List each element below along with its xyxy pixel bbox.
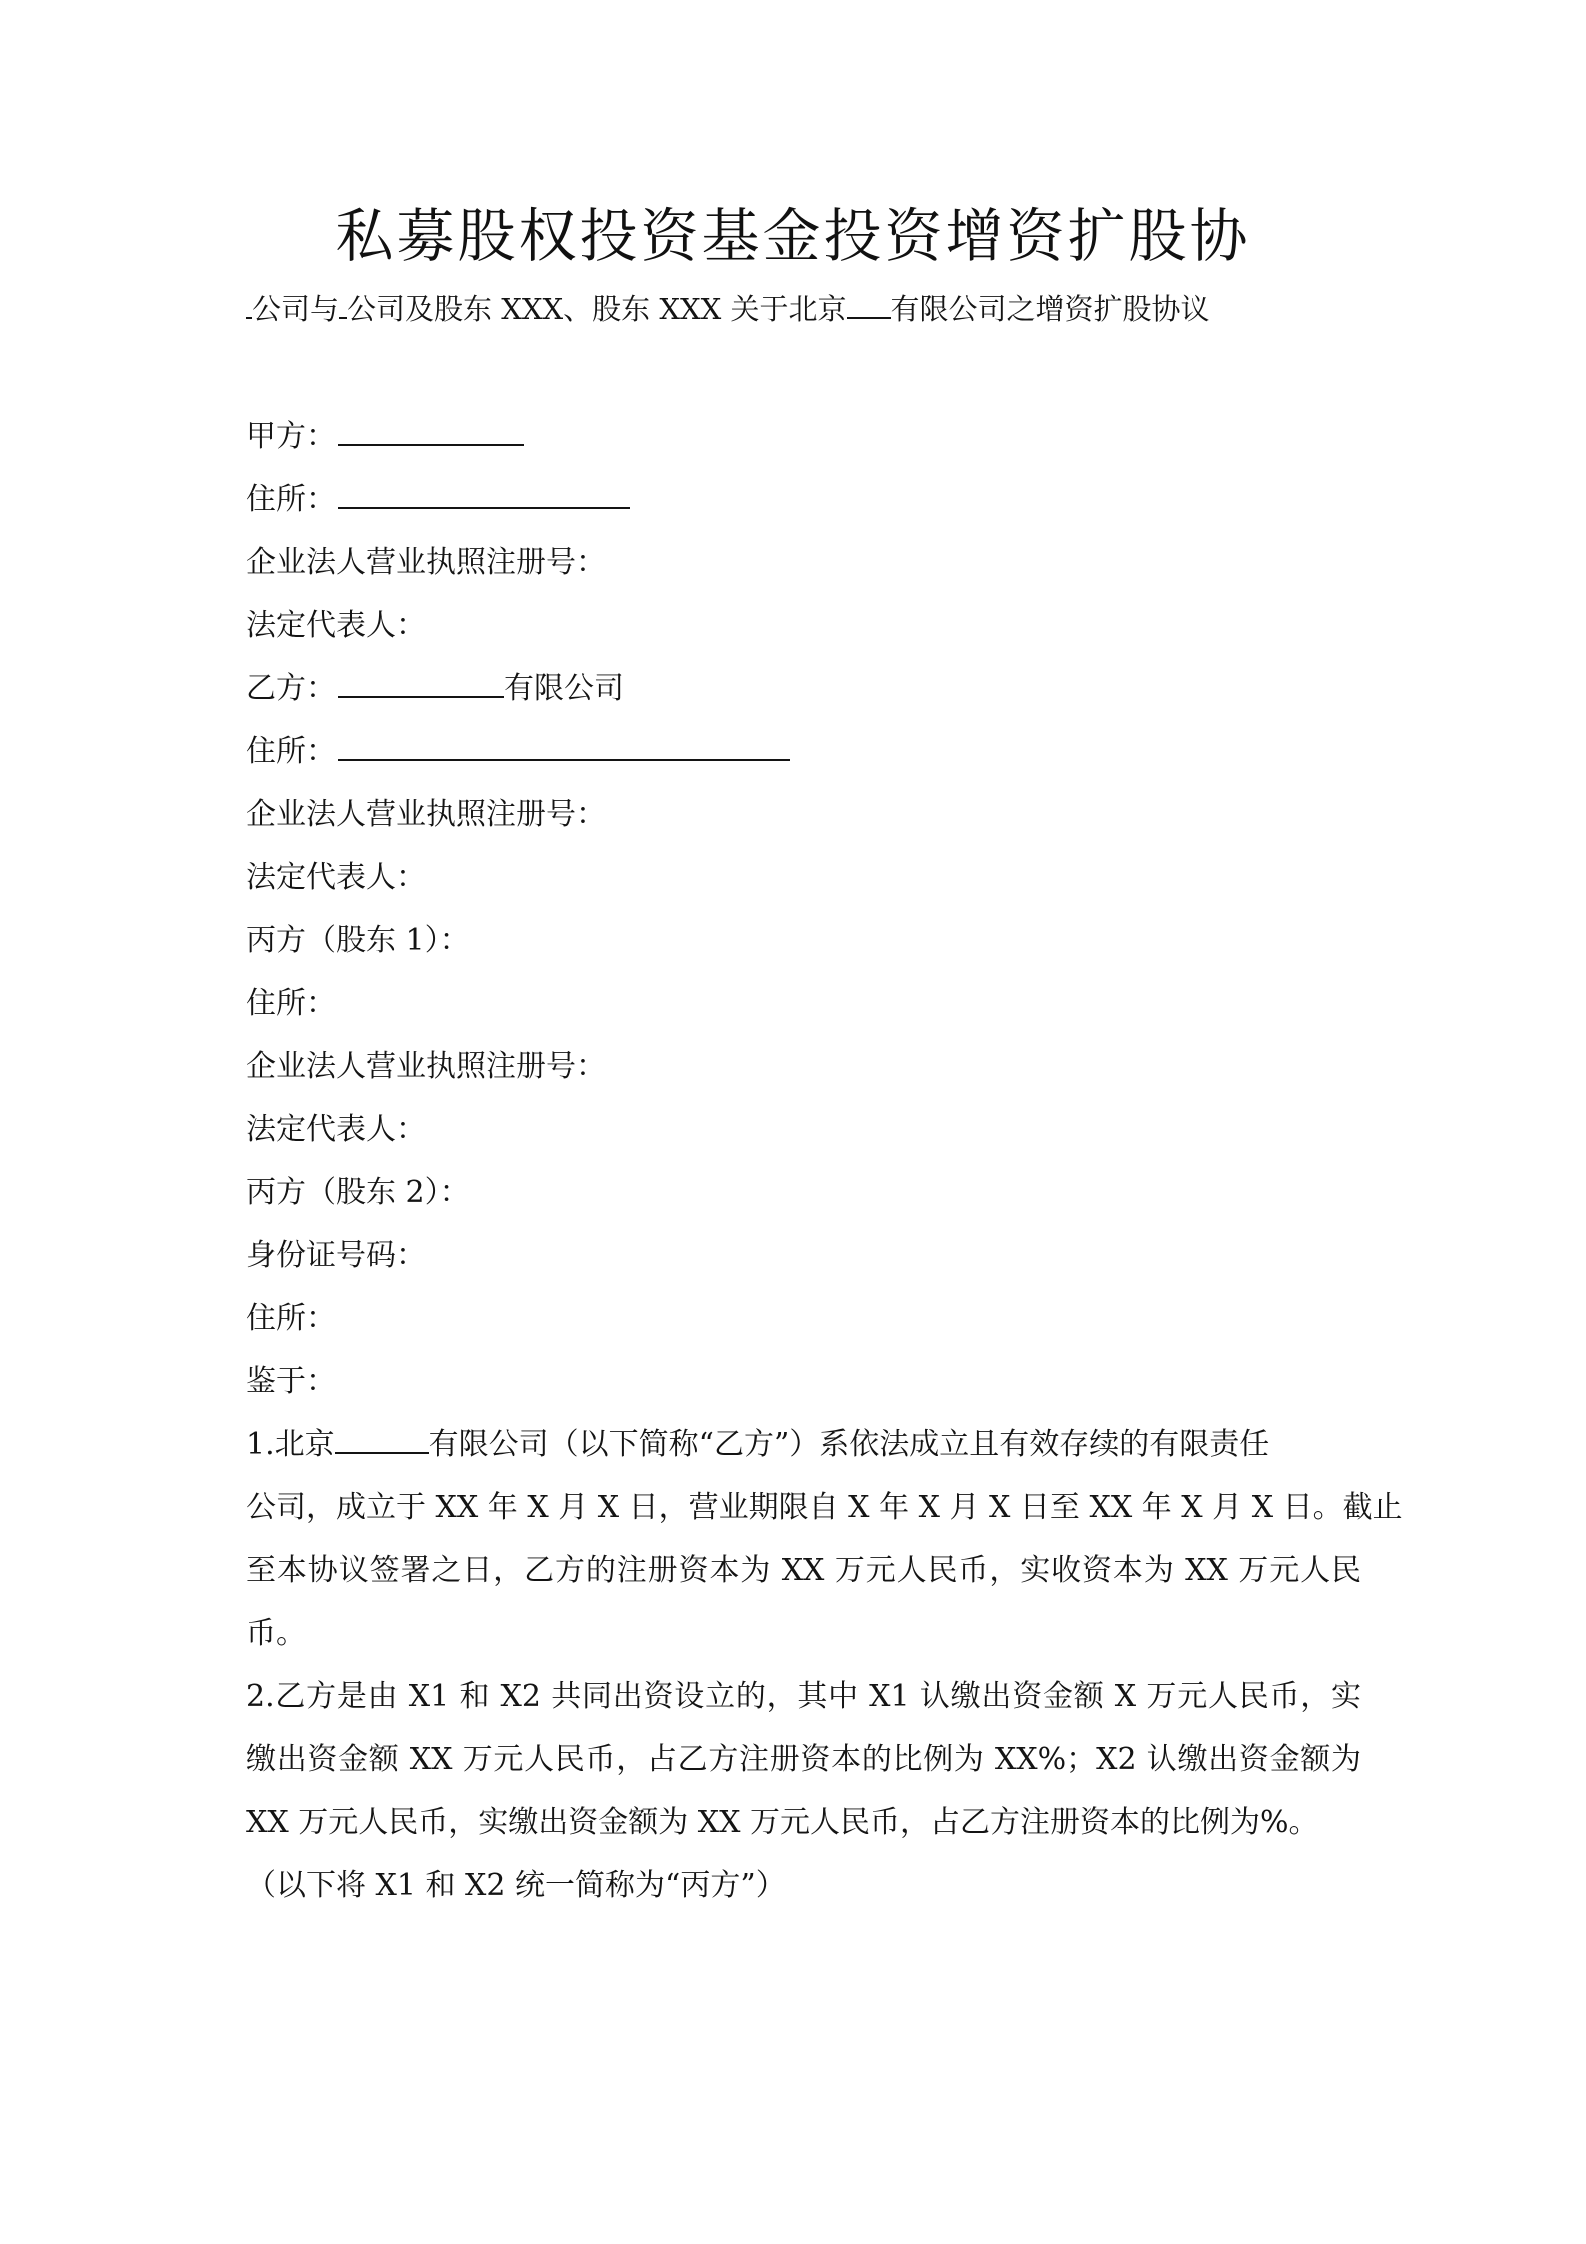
party-a-license-label: 企业法人营业执照注册号： <box>246 545 606 580</box>
party-c2-address-label: 住所： <box>246 1301 336 1336</box>
party-c1-license-label: 企业法人营业执照注册号： <box>246 1049 606 1084</box>
party-a-rep-line <box>246 594 1361 657</box>
party-c1-address-label: 住所： <box>246 986 336 1021</box>
party-a-address-line <box>246 468 1361 531</box>
party-c2-label: 丙方（股东 2）： <box>246 1175 470 1210</box>
clause-2-line-2: 缴出资金额 XX 万元人民币，占乙方注册资本的比例为 XX%；X2 认缴出资金额为 <box>246 1742 1361 1777</box>
party-b-address-label: 住所： <box>246 734 336 769</box>
party-c2-id-line <box>246 1224 1361 1287</box>
clause-1-line-2: 公司，成立于 XX 年 X 月 X 日，营业期限自 X 年 X 月 X 日至 XX 年 X 月 X 日。截止 <box>246 1490 1403 1525</box>
party-c1-address-line <box>246 972 1361 1035</box>
party-c1-license-line <box>246 1035 1361 1098</box>
whereas-label: 鉴于： <box>246 1364 336 1399</box>
party-a-license-line <box>246 531 1361 594</box>
document-title: 私募股权投资基金投资增资扩股协 <box>335 202 1251 270</box>
subtitle-part-2: 公司及股东 XXX、股东 XXX 关于北京 <box>347 292 847 326</box>
whereas-line <box>246 1350 1361 1413</box>
party-c2-line <box>246 1161 1361 1224</box>
party-c2-address-line <box>246 1287 1361 1350</box>
party-b-address-line <box>246 720 1361 783</box>
subtitle-part-1: 公司与 <box>252 292 340 326</box>
party-b-address-blank <box>338 721 790 761</box>
document-body <box>246 405 1403 1917</box>
subtitle-blank-3 <box>847 287 891 319</box>
clause-1-prefix: 1.北京 <box>246 1427 335 1462</box>
party-b-license-label: 企业法人营业执照注册号： <box>246 797 606 832</box>
party-c2-id-label: 身份证号码： <box>246 1238 426 1273</box>
party-c1-rep-label: 法定代表人： <box>246 1112 426 1147</box>
document-subtitle <box>246 284 1210 334</box>
party-b-label: 乙方： <box>246 671 336 706</box>
clause-1-line-3: 至本协议签署之日，乙方的注册资本为 XX 万元人民币，实收资本为 XX 万元人民 <box>246 1553 1361 1588</box>
party-c1-line <box>246 909 1361 972</box>
party-b-blank <box>338 658 504 698</box>
party-a-address-blank <box>338 469 630 509</box>
clause-2 <box>246 1665 1361 1917</box>
party-b-rep-line <box>246 846 1361 909</box>
party-c1-rep-line <box>246 1098 1361 1161</box>
party-c1-label: 丙方（股东 1）： <box>246 923 470 958</box>
clause-1-line-1 <box>246 1413 1361 1476</box>
party-a-label: 甲方： <box>246 419 336 454</box>
subtitle-part-3: 有限公司之增资扩股协议 <box>890 292 1210 326</box>
party-a-line <box>246 405 1361 468</box>
party-a-rep-label: 法定代表人： <box>246 608 426 643</box>
clause-2-line-3: XX 万元人民币，实缴出资金额为 XX 万元人民币，占乙方注册资本的比例为%。 <box>246 1805 1319 1840</box>
clause-2-line-1: 2.乙方是由 X1 和 X2 共同出资设立的，其中 X1 认缴出资金额 X 万元人民币，实 <box>246 1679 1361 1714</box>
clause-1-line-1-rest: 有限公司（以下简称“乙方”）系依法成立且有效存续的有限责任 <box>428 1427 1270 1462</box>
party-b-line <box>246 657 1361 720</box>
party-a-blank <box>338 406 524 446</box>
party-b-suffix: 有限公司 <box>504 671 624 706</box>
party-b-license-line <box>246 783 1361 846</box>
party-a-address-label: 住所： <box>246 482 336 517</box>
clause-1-line-4: 币。 <box>246 1616 306 1651</box>
subtitle-blank-2 <box>339 287 347 319</box>
clause-1 <box>246 1413 1403 1665</box>
party-b-rep-label: 法定代表人： <box>246 860 426 895</box>
clause-1-blank <box>335 1414 429 1454</box>
clause-2-line-4: （以下将 X1 和 X2 统一简称为“丙方”） <box>246 1868 786 1903</box>
